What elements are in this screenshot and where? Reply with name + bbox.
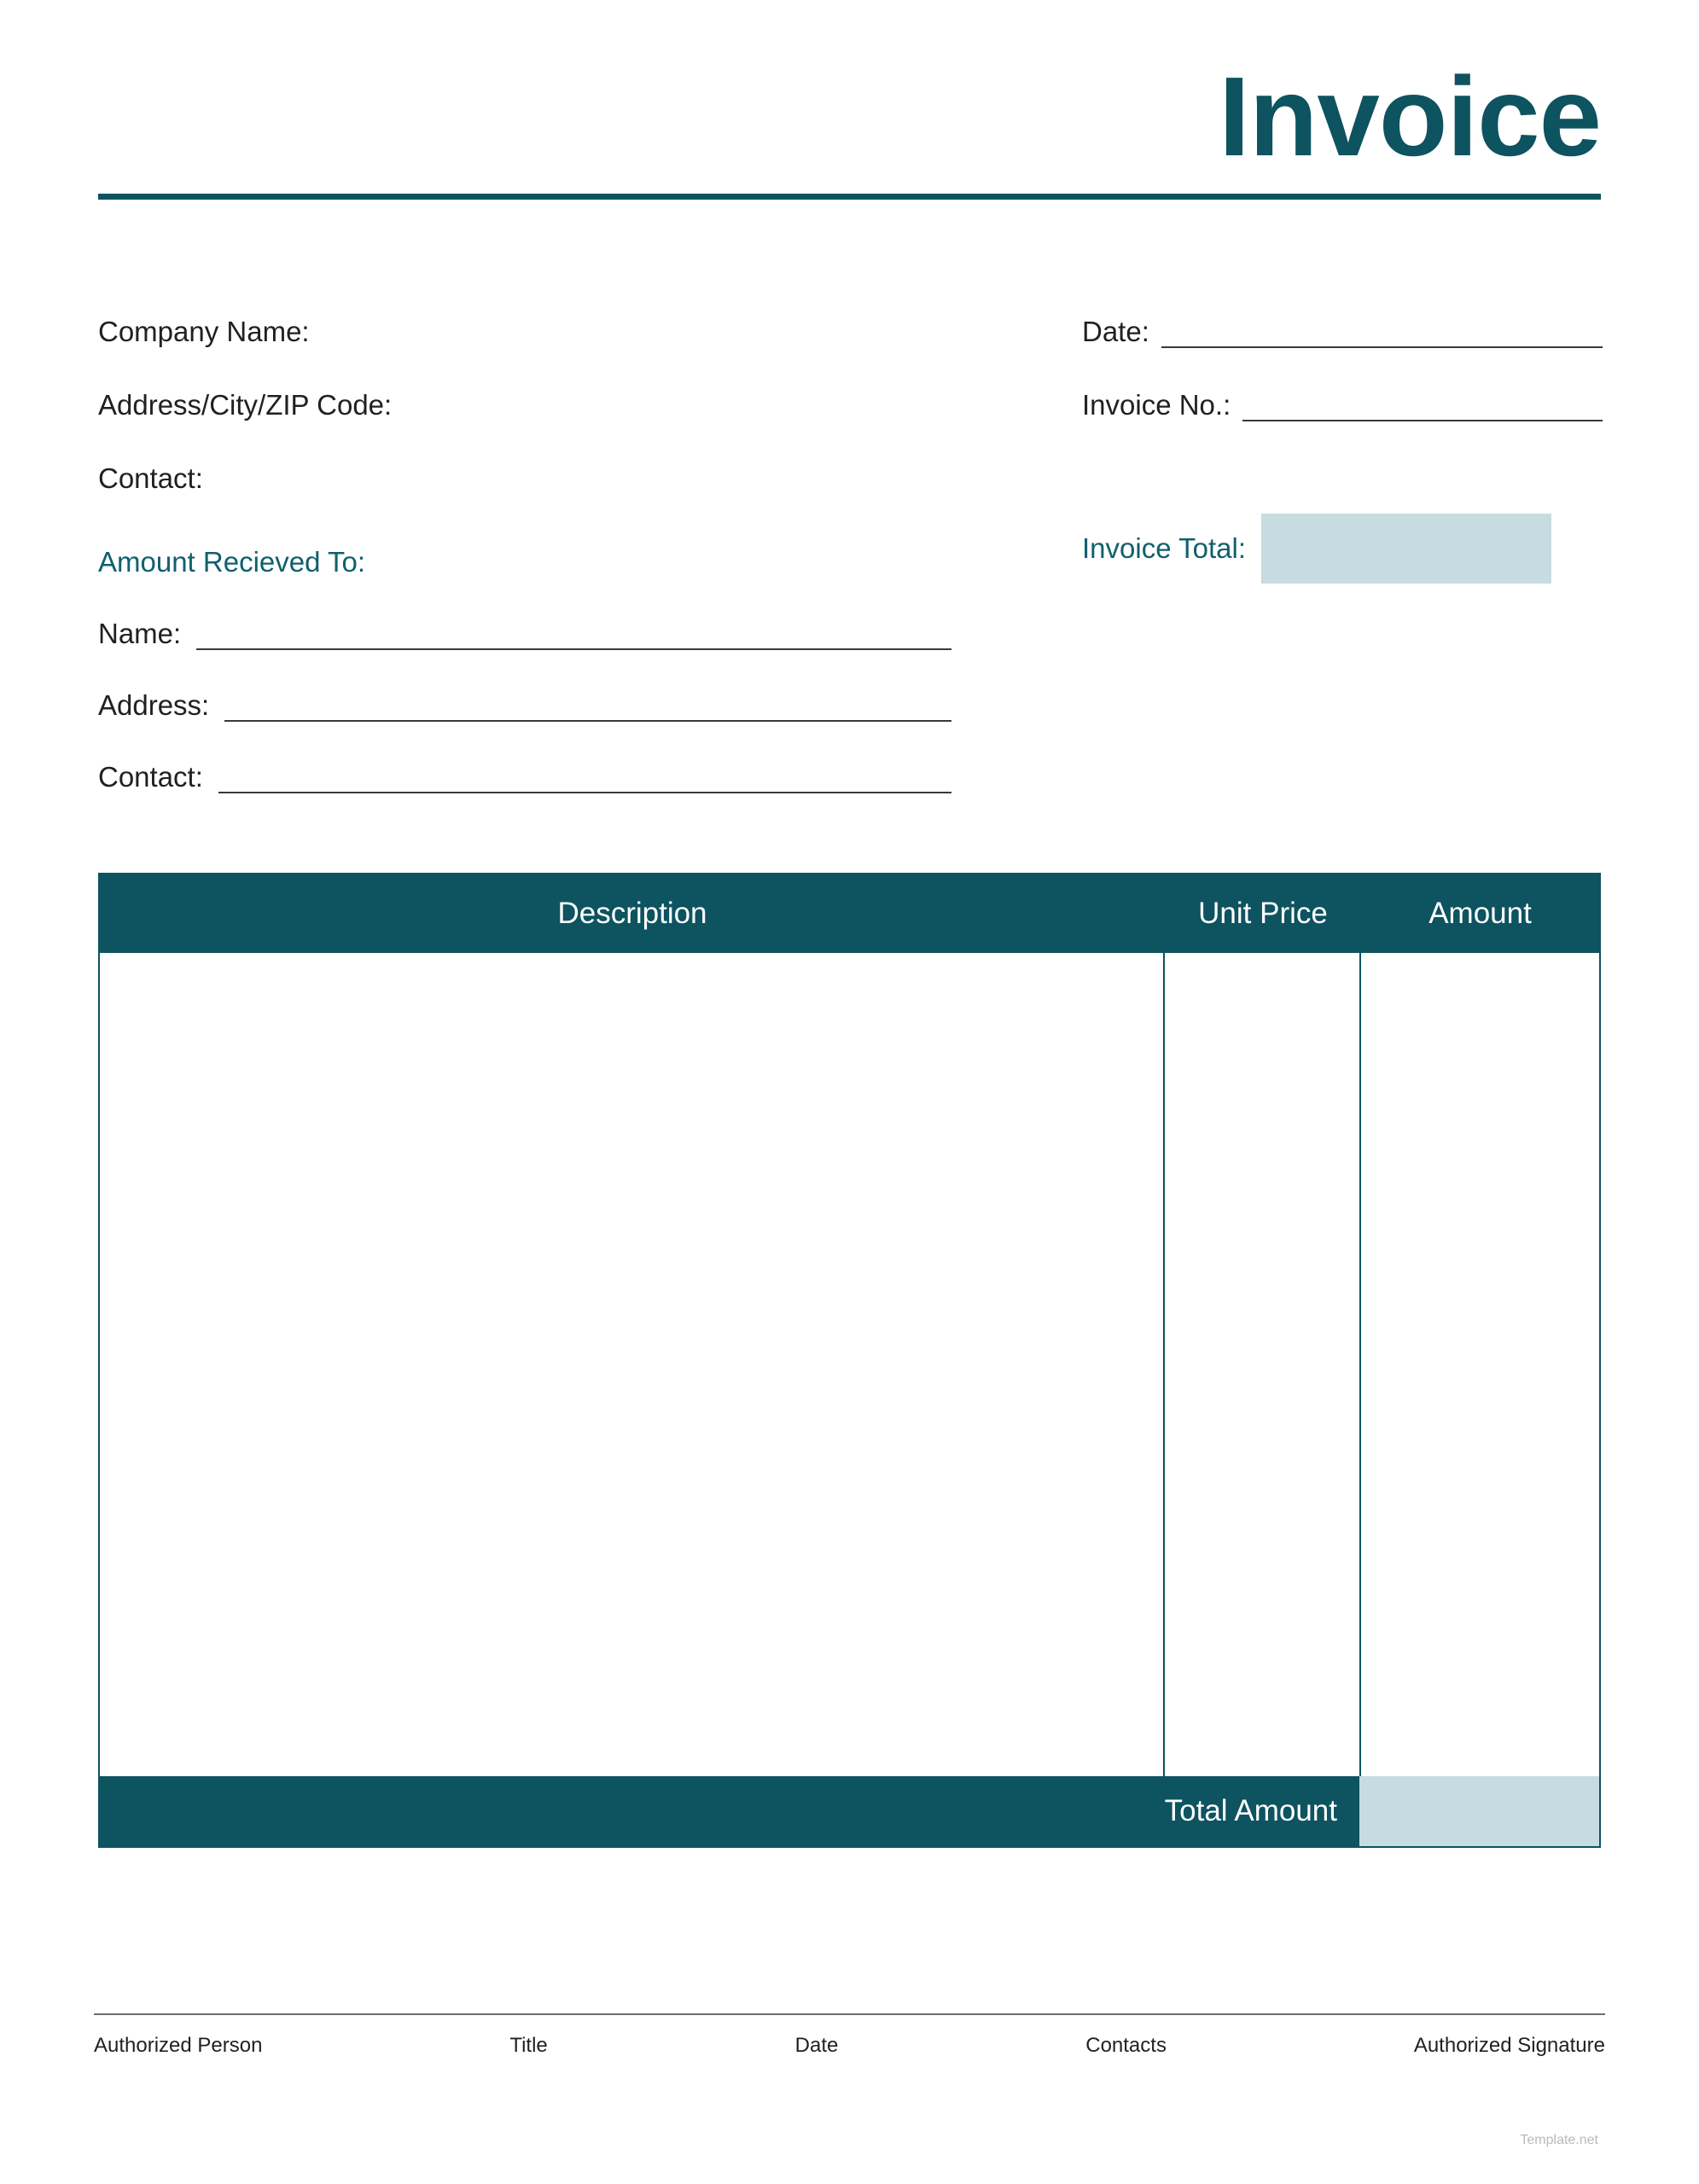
invoice-meta-block — [1082, 316, 1603, 584]
page-title: Invoice — [1219, 54, 1601, 179]
invoice-total-field[interactable] — [1082, 514, 1603, 584]
date-field[interactable] — [1082, 316, 1603, 348]
received-name-input[interactable] — [196, 624, 951, 650]
items-table-footer — [100, 1776, 1599, 1846]
cell-unit-price-column[interactable] — [1165, 953, 1361, 1776]
invoice-total-label: Invoice Total: — [1082, 532, 1247, 564]
items-table-header — [100, 874, 1599, 953]
footer-label-date: Date — [794, 2034, 839, 2057]
column-header-amount: Amount — [1428, 897, 1532, 930]
received-contact-field[interactable] — [98, 761, 951, 793]
column-header-unit-price: Unit Price — [1198, 897, 1328, 930]
received-address-field[interactable] — [98, 689, 951, 722]
cell-description-column[interactable] — [100, 953, 1165, 1776]
received-name-label: Name: — [98, 618, 182, 649]
footer-label-authorized-signature: Authorized Signature — [1413, 2034, 1605, 2057]
date-label: Date: — [1082, 316, 1149, 347]
amount-received-to-heading: Amount Recieved To: — [98, 546, 366, 578]
signature-footer — [94, 2013, 1605, 2058]
items-table-body[interactable] — [100, 953, 1599, 1776]
column-header-description: Description — [557, 897, 707, 930]
footer-divider — [94, 2013, 1605, 2015]
invoice-total-value[interactable] — [1261, 514, 1551, 584]
billing-info-block — [98, 316, 951, 833]
items-table — [98, 873, 1601, 1848]
footer-label-contacts: Contacts — [1085, 2034, 1167, 2057]
title-divider — [98, 194, 1601, 200]
company-name-label: Company Name: — [98, 316, 310, 347]
received-address-label: Address: — [98, 689, 210, 721]
date-input[interactable] — [1161, 324, 1603, 348]
received-name-field[interactable] — [98, 618, 951, 650]
title-block — [98, 54, 1601, 200]
received-contact-input[interactable] — [218, 768, 951, 793]
footer-label-authorized-person: Authorized Person — [94, 2034, 263, 2057]
footer-label-row — [94, 2034, 1605, 2058]
received-address-input[interactable] — [224, 696, 951, 722]
invoice-no-field[interactable] — [1082, 389, 1603, 421]
company-address-label: Address/City/ZIP Code: — [98, 389, 393, 421]
invoice-no-label: Invoice No.: — [1082, 389, 1231, 421]
total-amount-value[interactable] — [1359, 1776, 1599, 1846]
received-contact-label: Contact: — [98, 761, 203, 793]
total-amount-label: Total Amount — [100, 1776, 1359, 1846]
cell-amount-column[interactable] — [1361, 953, 1599, 1776]
company-contact-label: Contact: — [98, 462, 203, 494]
footer-label-title: Title — [509, 2034, 548, 2057]
watermark-text: Template.net — [1520, 2133, 1598, 2147]
invoice-no-input[interactable] — [1242, 398, 1603, 421]
